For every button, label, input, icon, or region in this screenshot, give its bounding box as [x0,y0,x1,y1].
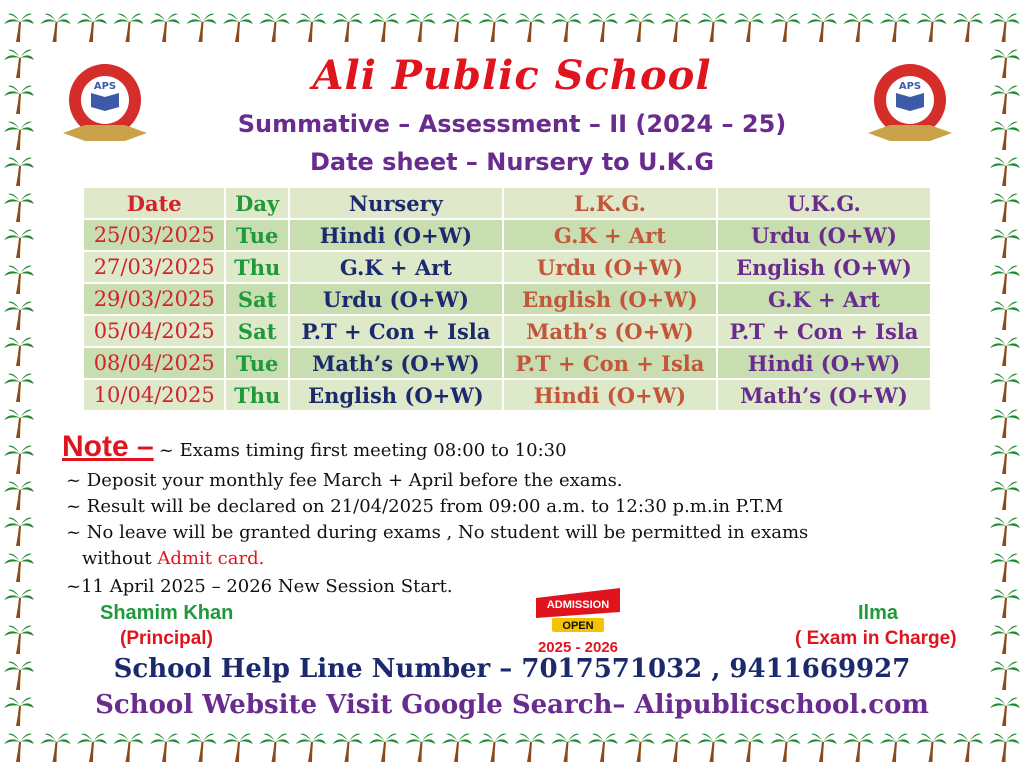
palm-tree-icon [369,734,399,762]
header-lkg: L.K.G. [503,187,717,219]
palm-tree-icon [844,14,874,42]
note-leave: ~ No leave will be granted during exams , No student will be permitted in exams [66,522,809,543]
table-header-row [83,187,931,219]
cell-lkg: P.T + Con + Isla [503,347,717,379]
palm-tree-icon [807,734,837,762]
cell-nursery: P.T + Con + Isla [289,315,503,347]
palm-tree-icon [990,518,1020,546]
principal-title: (Principal) [120,628,213,649]
palm-tree-icon [990,446,1020,474]
cell-date: 25/03/2025 [83,219,225,251]
cell-day: Tue [225,347,288,379]
cell-ukg: P.T + Con + Isla [717,315,931,347]
palm-tree-icon [4,14,34,42]
svg-text:APS: APS [93,81,117,92]
note-admit-prefix: without [82,548,158,569]
cell-day: Tue [225,219,288,251]
cell-date: 08/04/2025 [83,347,225,379]
exam-title: Summative – Assessment – II (2024 – 25) [237,110,787,138]
palm-tree-icon [4,410,34,438]
palm-tree-icon [990,554,1020,582]
cell-date: 05/04/2025 [83,315,225,347]
header-ukg: U.K.G. [717,187,931,219]
cell-ukg: English (O+W) [717,251,931,283]
palm-tree-icon [990,302,1020,330]
header-day: Day [225,187,288,219]
helpline-number: School Help Line Number – 7017571032 , 9411669927 [113,654,911,684]
palm-tree-icon [990,230,1020,258]
palm-tree-icon [990,482,1020,510]
datesheet-table [82,186,932,412]
palm-tree-icon [260,14,290,42]
palm-tree-icon [552,14,582,42]
cell-date: 27/03/2025 [83,251,225,283]
svg-text:OPEN: OPEN [562,620,594,632]
palm-tree-icon [771,734,801,762]
cell-ukg: G.K + Art [717,283,931,315]
palm-tree-icon [807,14,837,42]
palm-tree-icon [625,734,655,762]
palm-tree-icon [661,14,691,42]
palm-tree-icon [990,14,1020,42]
palm-tree-icon [4,518,34,546]
palm-tree-icon [990,590,1020,618]
palm-tree-icon [333,14,363,42]
palm-tree-icon [4,626,34,654]
palm-tree-icon [990,266,1020,294]
palm-tree-icon [515,734,545,762]
cell-lkg: English (O+W) [503,283,717,315]
palm-tree-icon [333,734,363,762]
palm-tree-icon [369,14,399,42]
palm-tree-icon [625,14,655,42]
palm-tree-icon [4,482,34,510]
table-row [83,251,931,283]
palm-tree-icon [880,734,910,762]
palm-tree-icon [661,734,691,762]
palm-tree-icon [223,734,253,762]
exam-incharge-name: Ilma [858,602,899,624]
cell-nursery: G.K + Art [289,251,503,283]
svg-text:ADMISSION: ADMISSION [546,599,610,611]
note-title: Note – [62,430,154,463]
palm-tree-icon [41,734,71,762]
cell-lkg: Math’s (O+W) [503,315,717,347]
palm-tree-icon [880,14,910,42]
cell-day: Thu [225,251,288,283]
note-admit-red: Admit card. [157,548,265,569]
palm-tree-icon [552,734,582,762]
palm-tree-icon [4,302,34,330]
cell-nursery: Math’s (O+W) [289,347,503,379]
cell-nursery: English (O+W) [289,379,503,411]
note-exam-timing: ~ Exams timing first meeting 08:00 to 10:30 [158,440,567,461]
palm-tree-icon [442,734,472,762]
palm-tree-icon [990,734,1020,762]
palm-tree-icon [990,374,1020,402]
school-name: Ali Public School [312,52,712,99]
cell-ukg: Hindi (O+W) [717,347,931,379]
principal-name: Shamim Khan [100,602,234,624]
palm-tree-icon [734,734,764,762]
palm-tree-icon [4,338,34,366]
palm-tree-icon [734,14,764,42]
palm-tree-icon [4,734,34,762]
palm-tree-icon [990,338,1020,366]
palm-tree-icon [479,14,509,42]
palm-tree-icon [77,734,107,762]
table-row [83,283,931,315]
palm-tree-icon [588,734,618,762]
cell-lkg: Urdu (O+W) [503,251,717,283]
palm-tree-icon [4,554,34,582]
datesheet-title: Date sheet – Nursery to U.K.G [309,148,715,176]
table-row [83,315,931,347]
admission-open-badge [528,572,628,662]
note-first-line [62,430,567,464]
palm-tree-icon [114,734,144,762]
palm-tree-icon [515,14,545,42]
palm-tree-icon [953,14,983,42]
palm-tree-icon [990,626,1020,654]
palm-tree-icon [917,734,947,762]
cell-lkg: G.K + Art [503,219,717,251]
palm-tree-icon [917,14,947,42]
cell-day: Sat [225,283,288,315]
palm-tree-icon [150,14,180,42]
note-fee: ~ Deposit your monthly fee March + April before the exams. [66,470,623,491]
svg-text:2025 - 2026: 2025 - 2026 [537,639,619,656]
cell-lkg: Hindi (O+W) [503,379,717,411]
palm-tree-icon [4,194,34,222]
cell-nursery: Urdu (O+W) [289,283,503,315]
palm-tree-icon [77,14,107,42]
palm-tree-icon [698,734,728,762]
cell-date: 29/03/2025 [83,283,225,315]
palm-tree-icon [698,14,728,42]
palm-tree-icon [296,14,326,42]
palm-tree-icon [406,734,436,762]
cell-nursery: Hindi (O+W) [289,219,503,251]
table-row [83,219,931,251]
note-session: ~11 April 2025 – 2026 New Session Start. [66,576,453,597]
palm-tree-icon [260,734,290,762]
palm-tree-icon [953,734,983,762]
cell-ukg: Urdu (O+W) [717,219,931,251]
palm-tree-icon [588,14,618,42]
header-nursery: Nursery [289,187,503,219]
cell-ukg: Math’s (O+W) [717,379,931,411]
note-admit-card [82,548,264,569]
palm-tree-icon [844,734,874,762]
palm-tree-icon [114,14,144,42]
palm-tree-icon [990,410,1020,438]
palm-tree-icon [223,14,253,42]
cell-day: Thu [225,379,288,411]
header-date: Date [83,187,225,219]
palm-tree-icon [187,14,217,42]
palm-tree-icon [4,230,34,258]
note-result: ~ Result will be declared on 21/04/2025 from 09:00 a.m. to 12:30 p.m.in P.T.M [66,496,784,517]
palm-tree-icon [150,734,180,762]
palm-tree-icon [4,446,34,474]
table-row [83,379,931,411]
palm-tree-icon [479,734,509,762]
palm-tree-icon [4,266,34,294]
exam-incharge-title: ( Exam in Charge) [795,628,957,649]
svg-text:APS: APS [898,81,922,92]
palm-tree-icon [771,14,801,42]
palm-tree-icon [296,734,326,762]
table-row [83,347,931,379]
palm-tree-icon [187,734,217,762]
website-line: School Website Visit Google Search– Alipublicschool.com [95,690,929,720]
cell-date: 10/04/2025 [83,379,225,411]
palm-tree-icon [4,374,34,402]
palm-tree-icon [406,14,436,42]
palm-tree-icon [442,14,472,42]
palm-tree-icon [4,590,34,618]
palm-tree-icon [41,14,71,42]
palm-tree-icon [990,194,1020,222]
cell-day: Sat [225,315,288,347]
